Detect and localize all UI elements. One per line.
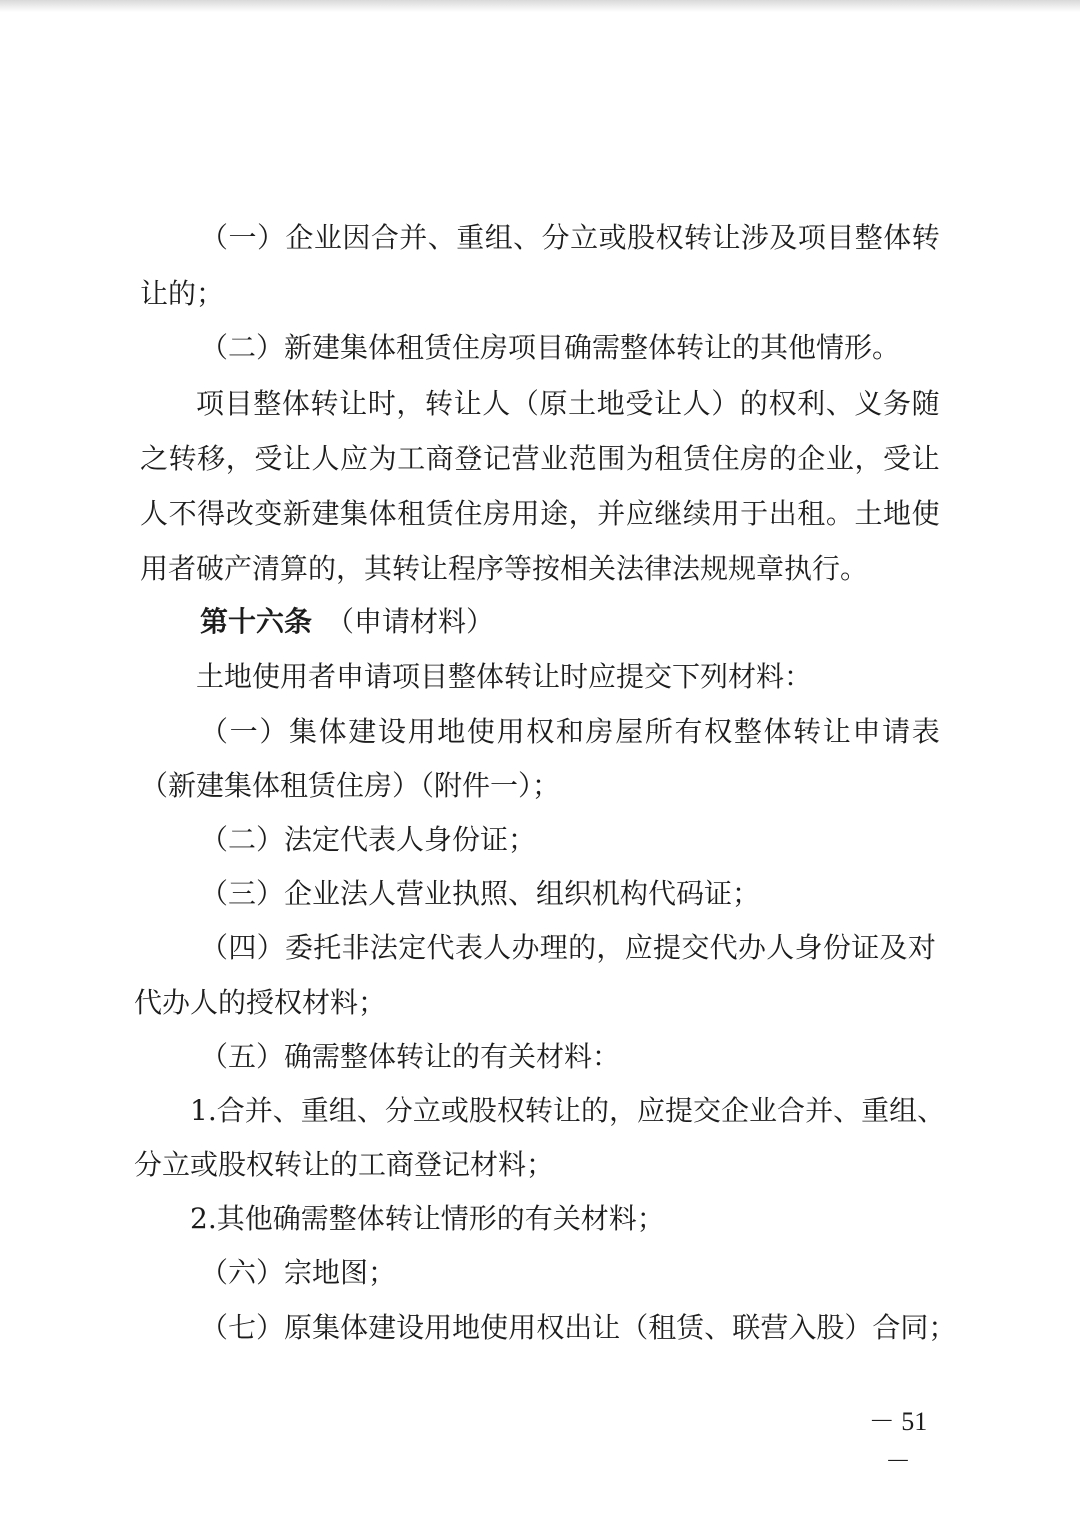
scan-top-edge [0, 0, 1080, 12]
material-item-1-line-2: （新建集体租赁住房）（附件一）； [140, 769, 561, 802]
material-item-3: （三）企业法人营业执照、组织机构代码证； [200, 877, 761, 910]
paragraph-transfer-line-1: 项 目 整 体 转 让 时 ， 转 让 人 （ 原 土 地 受 让 人 ） 的 权 利 、 义 务 随 [196, 387, 940, 420]
material-item-2: （二）法定代表人身份证； [200, 823, 537, 856]
page-number: － 51 － [868, 1407, 928, 1476]
material-item-5: （五）确需整体转让的有关材料： [200, 1040, 621, 1073]
article-title: （申请材料） [326, 605, 495, 638]
paragraph-transfer-line-4: 用者破产清算的，其转让程序等按相关法律法规规章执行。 [140, 552, 869, 585]
article-heading [200, 602, 494, 642]
material-item-7: （ 七 ） 原 集 体 建 设 用 地 使 用 权 出 让 （ 租 赁 、 联 营 入 股 ） 合 同 ； [200, 1311, 957, 1344]
article-number: 第十六条 [200, 605, 313, 638]
material-item-5-1-line-1: 1 . 合 并 、 重 组 、 分 立 或 股 权 转 让 的 ， 应 提 交 企 业 合 并 、 重 组 、 [190, 1094, 946, 1127]
paragraph-transfer-line-2: 之 转 移 ， 受 让 人 应 为 工 商 登 记 营 业 范 围 为 租 赁 住 房 的 企 业 ， 受 让 [140, 442, 940, 475]
materials-intro: 土地使用者申请项目整体转让时应提交下列材料： [196, 660, 813, 693]
paragraph-item-2: （二）新建集体租赁住房项目确需整体转让的其他情形。 [200, 331, 901, 364]
material-item-5-1-line-2: 分立或股权转让的工商登记材料； [134, 1148, 555, 1181]
paragraph-transfer-line-3: 人 不 得 改 变 新 建 集 体 租 赁 住 房 用 途 ， 并 应 继 续 用 于 出 租 。 土 地 使 [140, 497, 940, 530]
paragraph-item-1-line-1: （ 一 ） 企 业 因 合 并 、 重 组 、 分 立 或 股 权 转 让 涉 及 项 目 整 体 转 [200, 221, 940, 254]
material-item-4-line-1: （ 四 ） 委 托 非 法 定 代 表 人 办 理 的 ， 应 提 交 代 办 人 身 份 证 及 对 [200, 931, 936, 964]
material-item-5-2: 2.其他确需整体转让情形的有关材料； [190, 1202, 665, 1235]
material-item-6: （六）宗地图； [200, 1256, 397, 1289]
paragraph-item-1-line-2: 让的； [140, 277, 225, 310]
material-item-1-line-1: （ 一 ） 集 体 建 设 用 地 使 用 权 和 房 屋 所 有 权 整 体 转 让 申 请 表 [200, 715, 940, 748]
material-item-4-line-2: 代办人的授权材料； [134, 986, 387, 1019]
